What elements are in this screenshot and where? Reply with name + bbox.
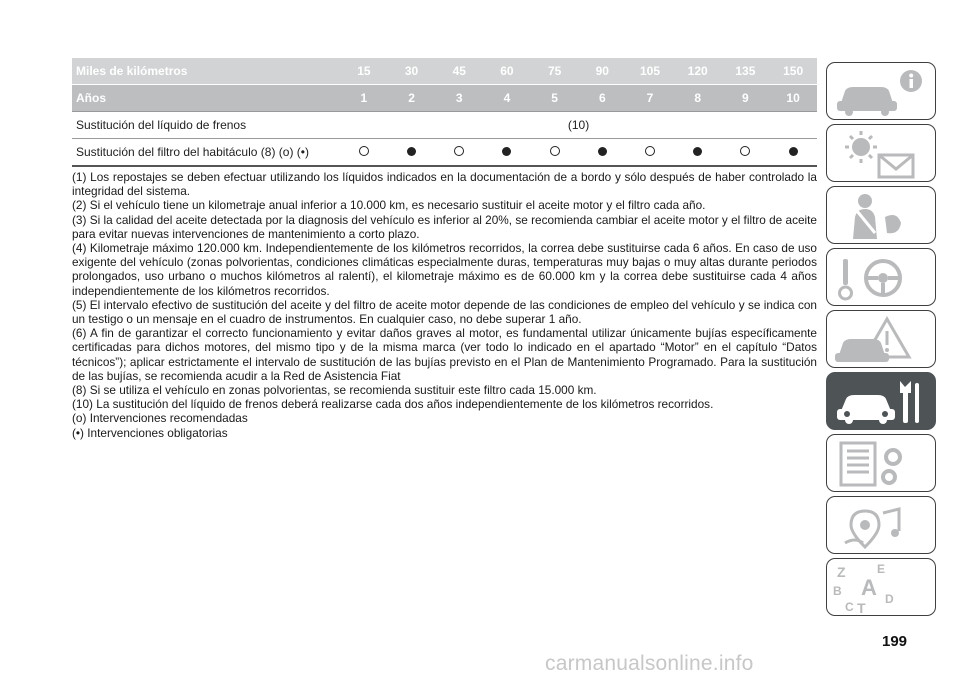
index-letter: D bbox=[885, 592, 894, 606]
index-alphabet-icon bbox=[827, 559, 937, 617]
footnote: (3) Si la calidad del aceite detectada por la diagnosis del vehículo es inferior al 20%, se recomienda cambiar el aceite motor y el filtro de aceite para evitar nuevas intervenciones de mantenimiento a corto plazo. bbox=[72, 212, 817, 241]
technical-data-icon bbox=[827, 435, 937, 493]
footnote: (o) Intervenciones recomendadas bbox=[72, 411, 248, 426]
car-maintenance-icon bbox=[827, 373, 937, 431]
year-value: 3 bbox=[435, 85, 483, 112]
row-value: (10) bbox=[340, 112, 817, 139]
driving-steering-icon bbox=[827, 249, 937, 307]
year-value: 6 bbox=[578, 85, 626, 112]
km-header-label: Miles de kilómetros bbox=[72, 58, 340, 85]
year-value: 5 bbox=[531, 85, 579, 112]
footnote: (8) Si se utiliza el vehículo en zonas polvorientas, se recomienda sustituir este filtro cada 15.000 km. bbox=[72, 383, 597, 398]
interval-cell bbox=[531, 139, 579, 167]
safety-seatbelt-icon bbox=[827, 187, 937, 245]
mandatory-mark bbox=[598, 147, 607, 156]
footnote: (10) La sustitución del líquido de frenos deberá realizarse cada dos años independientemente de los kilómetros recorridos. bbox=[72, 397, 714, 412]
km-value: 75 bbox=[531, 58, 579, 85]
km-value: 135 bbox=[722, 58, 770, 85]
year-value: 1 bbox=[340, 85, 388, 112]
tab-maintenance[interactable] bbox=[826, 372, 936, 430]
tab-index[interactable] bbox=[826, 558, 936, 616]
footnotes bbox=[72, 170, 817, 440]
year-value: 8 bbox=[674, 85, 722, 112]
recommended-mark bbox=[645, 146, 655, 156]
year-value: 10 bbox=[769, 85, 817, 112]
recommended-mark bbox=[740, 146, 750, 156]
footnote: (•) Intervenciones obligatorias bbox=[72, 425, 228, 440]
index-letter: B bbox=[833, 584, 842, 598]
interval-cell bbox=[674, 139, 722, 167]
tab-driving[interactable] bbox=[826, 248, 936, 306]
footnote: (2) Si el vehículo tiene un kilometraje anual inferior a 10.000 km, es necesario sustituir el aceite motor y el filtro cada año. bbox=[72, 198, 706, 213]
footnote: (1) Los repostajes se deben efectuar utilizando los líquidos indicados en la documentación de a bordo y sólo después de haber controlado la integridad del sistema. bbox=[72, 170, 817, 199]
interval-cell bbox=[769, 139, 817, 167]
tab-safety[interactable] bbox=[826, 186, 936, 244]
km-value: 45 bbox=[435, 58, 483, 85]
tab-emergency[interactable] bbox=[826, 310, 936, 368]
table-row bbox=[72, 139, 817, 167]
index-letter: T bbox=[857, 600, 866, 616]
index-letter: E bbox=[877, 562, 886, 576]
table-row bbox=[72, 112, 817, 139]
index-letter: Z bbox=[837, 564, 846, 580]
car-info-icon bbox=[827, 63, 937, 121]
km-value: 120 bbox=[674, 58, 722, 85]
recommended-mark bbox=[550, 146, 560, 156]
tab-multimedia[interactable] bbox=[826, 496, 936, 554]
years-header-row bbox=[72, 85, 817, 112]
year-value: 2 bbox=[388, 85, 436, 112]
row-label: Sustitución del líquido de frenos bbox=[72, 112, 340, 139]
mandatory-mark bbox=[693, 147, 702, 156]
year-value: 7 bbox=[626, 85, 674, 112]
watermark: carmanualsonline.info bbox=[545, 652, 754, 675]
row-label: Sustitución del filtro del habitáculo (8) (o) (•) bbox=[72, 139, 340, 167]
footnote: (6) A fin de garantizar el correcto funcionamiento y evitar daños graves al motor, es fundamental utilizar únicamente bujías específicamente certificadas para dichos motores, del mismo tipo y de la misma marca (ver todo lo indicado en el apartado “Motor” en el capítulo “Datos técnicos”); aplicar estrictamente el intervalo de sustitución de las bujías previsto en el Plan de Mantenimiento Programado. Para la sustitución de las bujías, se recomienda acudir a la Red de Asistencia Fiat bbox=[72, 326, 817, 383]
recommended-mark bbox=[359, 146, 369, 156]
year-value: 4 bbox=[483, 85, 531, 112]
interval-cell bbox=[578, 139, 626, 167]
recommended-mark bbox=[454, 146, 464, 156]
km-value: 30 bbox=[388, 58, 436, 85]
interval-cell bbox=[435, 139, 483, 167]
tab-technical-data[interactable] bbox=[826, 434, 936, 492]
interval-cell bbox=[388, 139, 436, 167]
km-value: 15 bbox=[340, 58, 388, 85]
km-value: 90 bbox=[578, 58, 626, 85]
page-content bbox=[72, 58, 817, 440]
tab-warning-lights[interactable] bbox=[826, 124, 936, 182]
footnote: (5) El intervalo efectivo de sustitución del aceite y del filtro de aceite motor depende de las condiciones de empleo del vehículo y se indica con un testigo o un mensaje en el cuadro de instrumentos. En cualquier caso, no debe superar 1 año. bbox=[72, 297, 817, 327]
interval-cell bbox=[483, 139, 531, 167]
year-value: 9 bbox=[722, 85, 770, 112]
km-value: 150 bbox=[769, 58, 817, 85]
mandatory-mark bbox=[502, 147, 511, 156]
km-value: 105 bbox=[626, 58, 674, 85]
interval-cell bbox=[626, 139, 674, 167]
page-number: 199 bbox=[882, 633, 908, 650]
maintenance-schedule-table bbox=[72, 58, 817, 167]
multimedia-icon bbox=[827, 497, 937, 555]
index-letter: C bbox=[845, 600, 854, 614]
mandatory-mark bbox=[789, 147, 798, 156]
interval-cell bbox=[340, 139, 388, 167]
emergency-icon bbox=[827, 311, 937, 369]
interval-cell bbox=[722, 139, 770, 167]
mandatory-mark bbox=[407, 147, 416, 156]
warning-lights-icon bbox=[827, 125, 937, 183]
km-header-row bbox=[72, 58, 817, 85]
tab-car-info[interactable] bbox=[826, 62, 936, 120]
km-value: 60 bbox=[483, 58, 531, 85]
footnote: (4) Kilometraje máximo 120.000 km. Independientemente de los kilómetros recorridos, la correa debe sustituirse cada 6 años. En caso de uso exigente del vehículo (zonas polvorientas, condiciones climáticas especialmente duras, temperaturas muy bajas o muy altas durante periodos prolongados, uso urbano o muchos kilómetros al ralentí), el kilometraje máximo es de 60.000 km y la correa debe sustituirse cada 4 años independientemente de los kilómetros recorridos. bbox=[72, 241, 817, 298]
index-letter: A bbox=[861, 575, 877, 600]
years-header-label: Años bbox=[72, 85, 340, 112]
